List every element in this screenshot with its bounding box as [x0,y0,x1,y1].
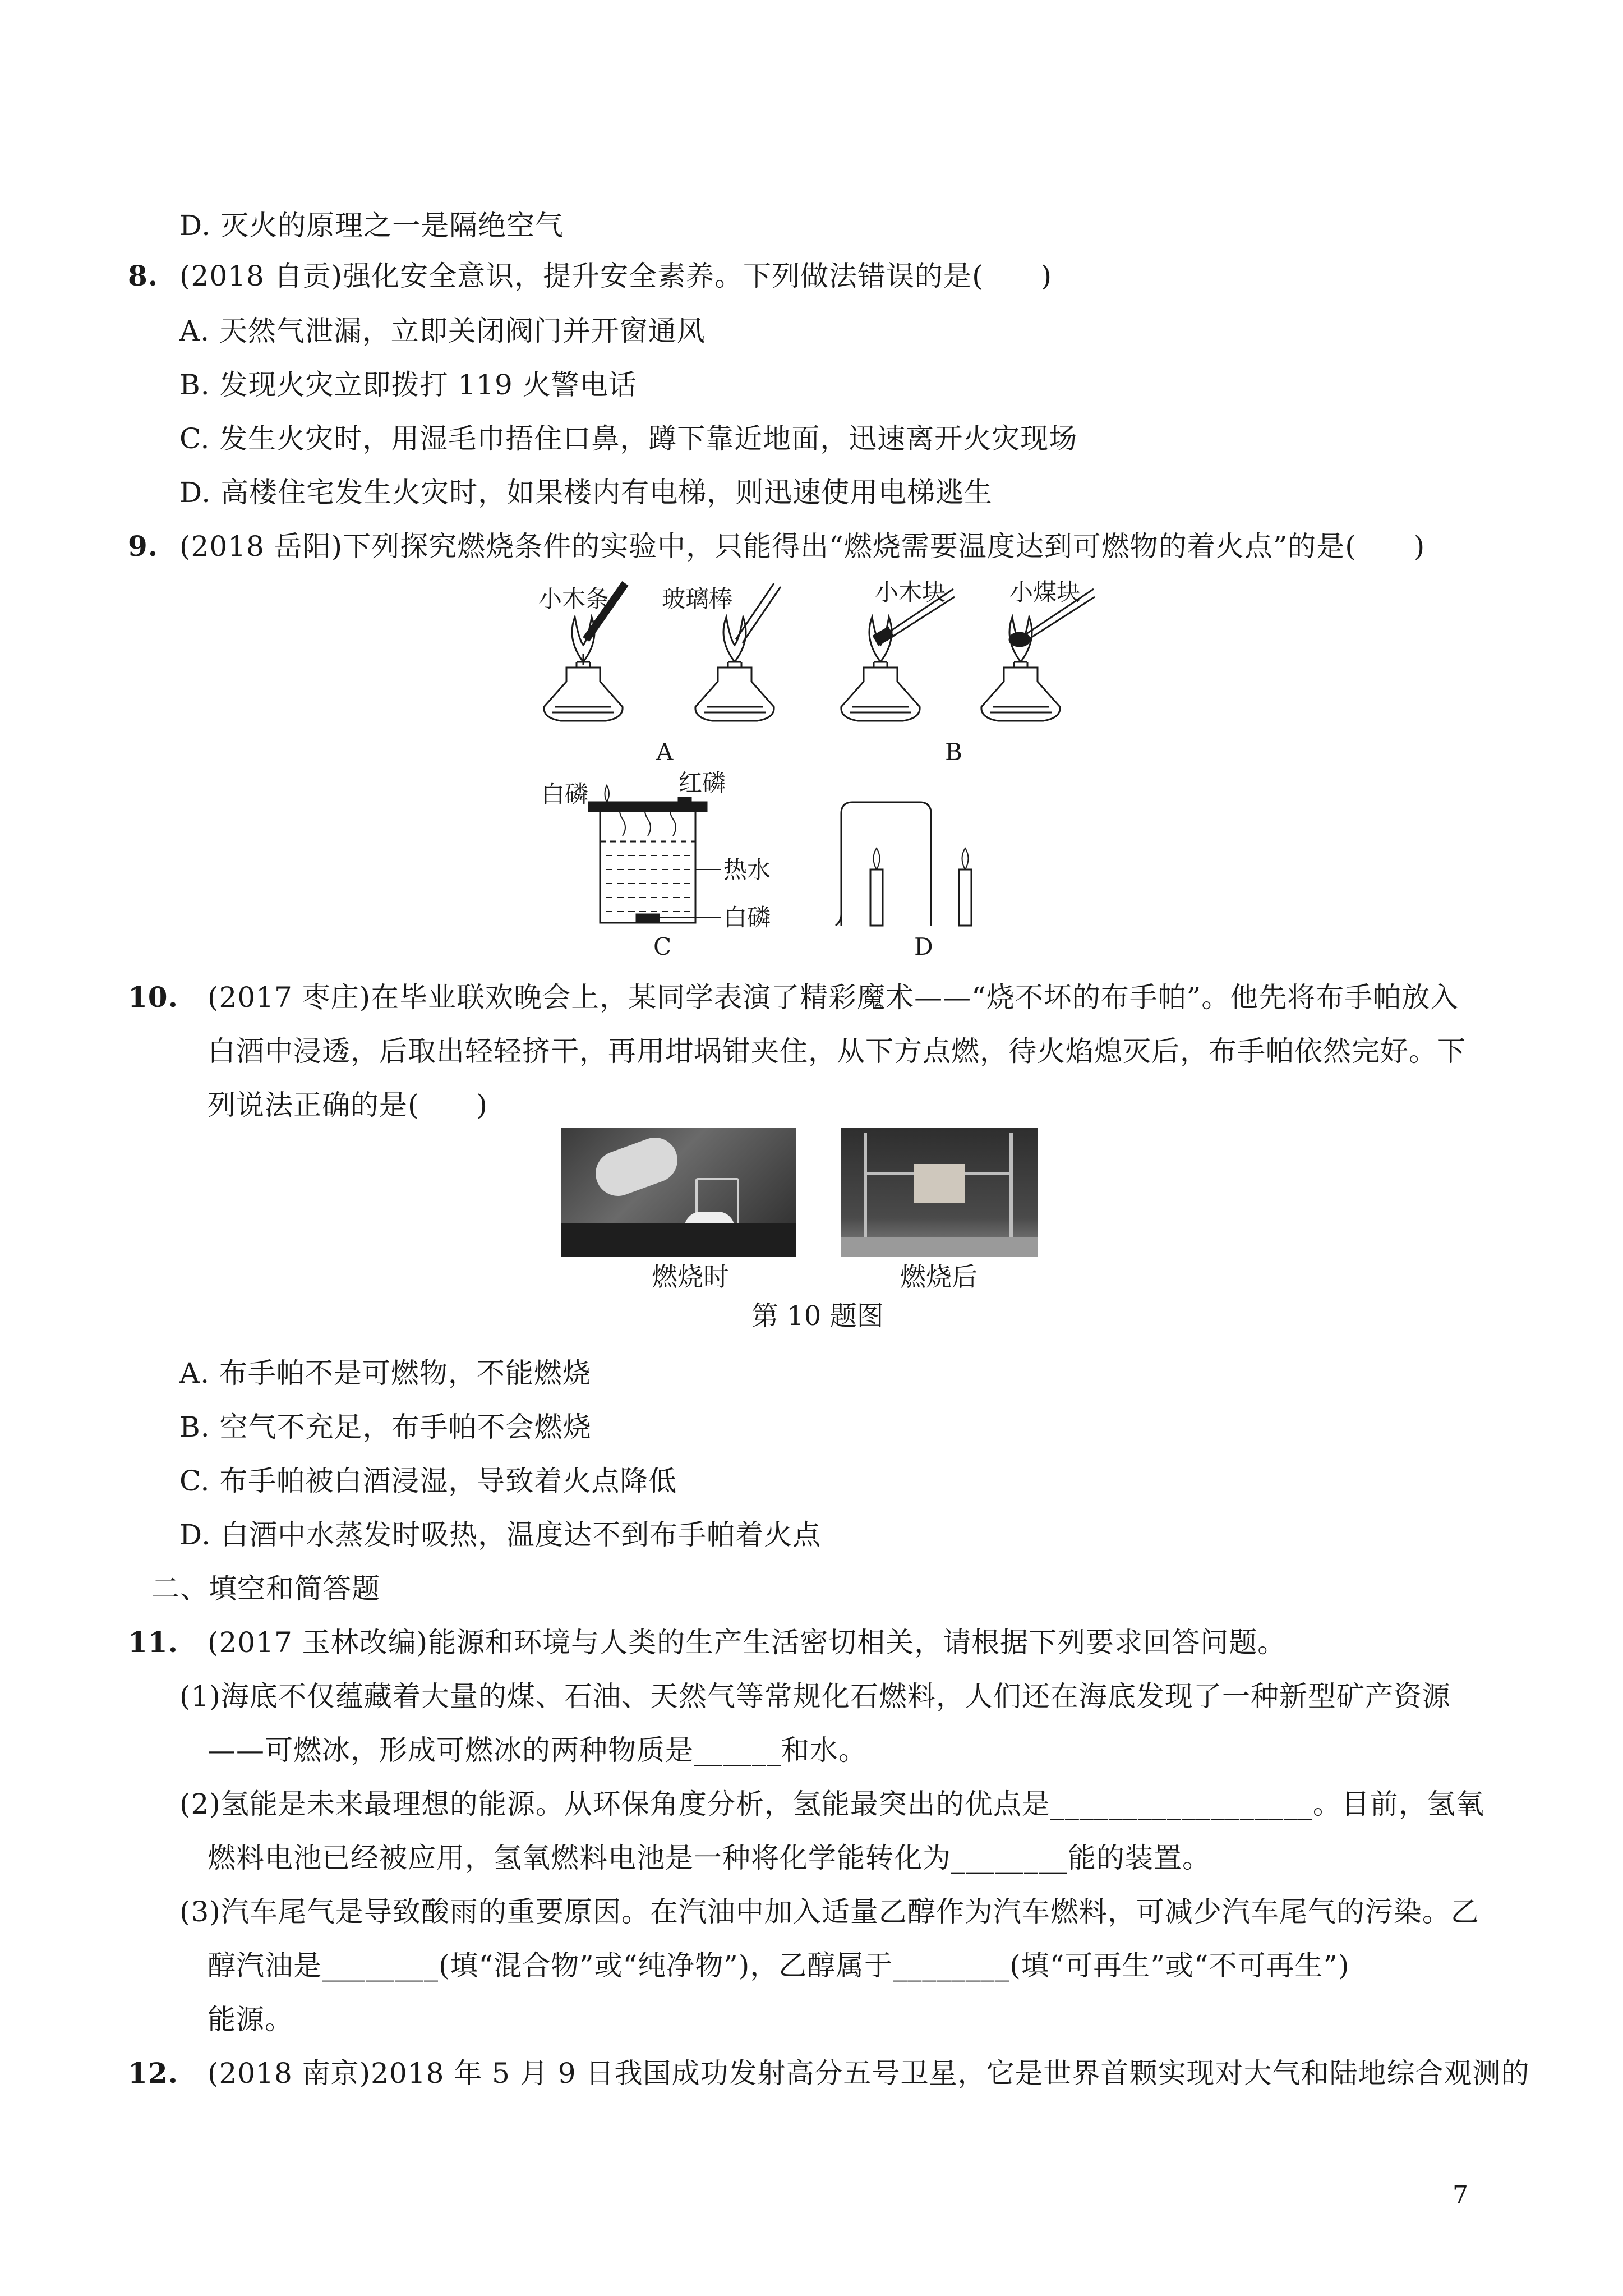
beaker-icon [589,785,721,923]
q12-number: 12. [128,2056,178,2090]
q9-label-a: A [656,738,674,766]
q7-option-d: D. 灭火的原理之一是隔绝空气 [179,209,564,242]
q9-stem: (2018 岳阳)下列探究燃烧条件的实验中，只能得出“燃烧需要温度达到可燃物的着火点”的是( ) [179,530,1426,563]
q10-figure-caption: 第 10 题图 [751,1300,884,1332]
q9-b-right-label: 小煤块 [1009,578,1081,606]
q10-option-b: B. 空气不充足，布手帕不会燃烧 [179,1411,592,1443]
q9-number: 9. [128,530,159,563]
q9-label-b: B [945,738,962,766]
section-heading: 二、填空和简答题 [151,1572,380,1605]
q8-number: 8. [128,259,159,292]
q11-part3-line2: 醇汽油是________(填“混合物”或“纯净物”)，乙醇属于________(填“可再生”或“不可再生”) [208,1949,1350,1982]
q11-number: 11. [128,1626,178,1659]
photo-burning-caption: 燃烧时 [652,1262,729,1292]
q10-line2: 白酒中浸透，后取出轻轻挤干，再用坩埚钳夹住，从下方点燃，待火焰熄灭后，布手帕依然完好。下 [208,1035,1466,1068]
q9-b-left-label: 小木块 [875,578,946,606]
q10-option-c: C. 布手帕被白酒浸湿，导致着火点降低 [179,1465,677,1497]
photo-burning [561,1128,796,1257]
q10-number: 10. [128,981,178,1014]
q9-c-top-left-label: 白磷 [541,780,589,808]
q10-line3: 列说法正确的是( ) [208,1089,488,1121]
q11-part1-line2: ——可燃冰，形成可燃冰的两种物质是______和水。 [208,1734,867,1766]
q8-stem: (2018 自贡)强化安全意识，提升安全素养。下列做法错误的是( ) [179,260,1053,292]
q9-label-c: C [653,933,672,959]
q11-part3-line1: (3)汽车尾气是导致酸雨的重要原因。在汽油中加入适量乙醇作为汽车燃料，可减少汽车尾气的污染。乙 [179,1895,1479,1928]
q10-option-d: D. 白酒中水蒸发时吸热，温度达不到布手帕着火点 [179,1519,822,1551]
q10-option-a: A. 布手帕不是可燃物，不能燃烧 [179,1357,591,1389]
q8-option-d: D. 高楼住宅发生火灾时，如果楼内有电梯，则迅速使用电梯逃生 [179,476,993,509]
q12-stem: (2018 南京)2018 年 5 月 9 日我国成功发射高分五号卫星，它是世界首颗实现对大气和陆地综合观测的 [208,2057,1530,2090]
q11-part1-line1: (1)海底不仅蕴藏着大量的煤、石油、天然气等常规化石燃料，人们还在海底发现了一种新型矿产资源 [179,1680,1451,1713]
q9-combustion-figure [527,578,1110,959]
q9-c-water-label: 热水 [723,856,771,884]
q9-a-left-label: 小木条 [538,585,610,613]
photo-after-burning-caption: 燃烧后 [900,1262,978,1292]
q8-option-c: C. 发生火灾时，用湿毛巾捂住口鼻，蹲下靠近地面，迅速离开火灾现场 [179,422,1078,455]
page-number: 7 [1453,2181,1469,2210]
q11-part3-line3: 能源。 [208,2003,293,2036]
q8-option-b: B. 发现火灾立即拨打 119 火警电话 [179,369,637,401]
photo-after-burning [841,1128,1038,1257]
q10-line1: (2017 枣庄)在毕业联欢晚会上，某同学表演了精彩魔术——“烧不坏的布手帕”。他先将布手帕放入 [208,981,1459,1014]
q11-part2-line2: 燃料电池已经被应用，氢氧燃料电池是一种将化学能转化为________能的装置。 [208,1842,1211,1874]
q9-a-right-label: 玻璃棒 [662,585,733,613]
q8-option-a: A. 天然气泄漏，立即关闭阀门并开窗通风 [179,315,706,347]
q9-label-d: D [914,933,933,959]
q9-c-bottom-label: 白磷 [723,904,771,931]
q11-stem: (2017 玉林改编)能源和环境与人类的生产生活密切相关，请根据下列要求回答问题。 [208,1626,1287,1659]
alcohol-lamp-icon [544,617,623,721]
q9-c-top-right-label: 红磷 [679,769,726,797]
bell-jar-candle-icon [836,802,971,926]
q11-part2-line1: (2)氢能是未来最理想的能源。从环保角度分析，氢能最突出的优点是__________________。目前，氢氧 [179,1788,1484,1820]
